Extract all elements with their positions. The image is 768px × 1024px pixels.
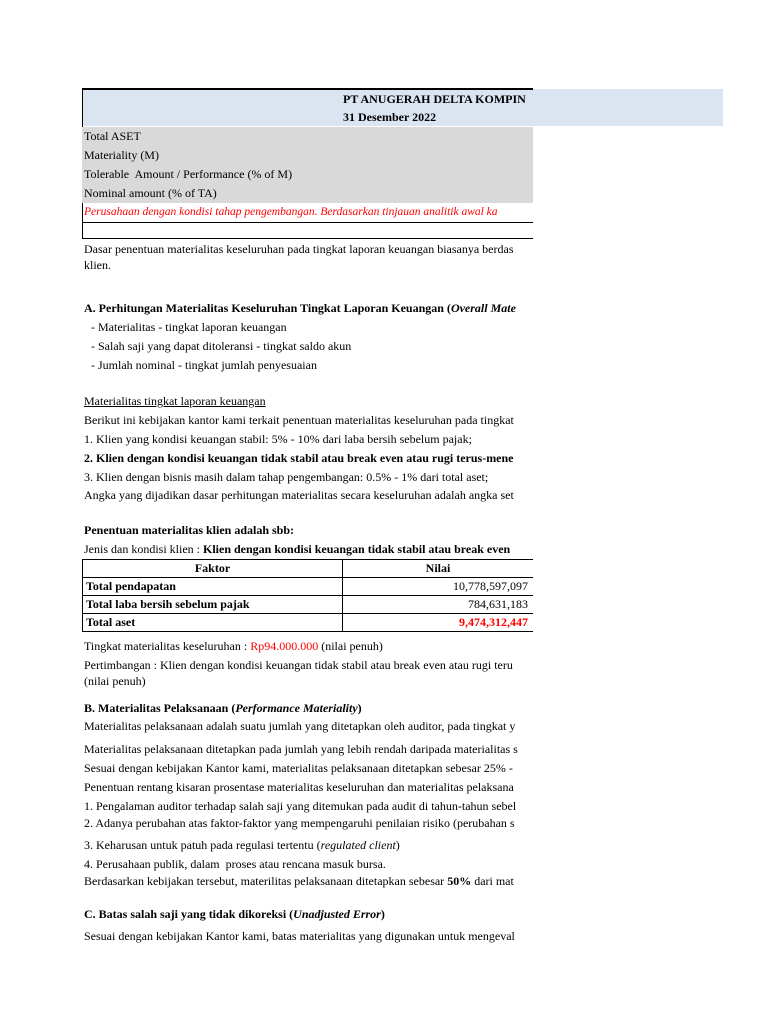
determination-heading: Penentuan materialitas klien adalah sbb:: [84, 523, 295, 537]
factor-table: [82, 559, 533, 632]
period-value: 31 Desember 2022: [343, 110, 437, 124]
period-row: [82, 108, 533, 126]
section-b-line: 1. Pengalaman auditor terhadap salah saji yang ditemukan pada audit di tahun-tahun sebel: [84, 799, 517, 813]
policy-item: 1. Klien yang kondisi keuangan stabil: 5% - 10% dari laba bersih sebelum pajak;: [84, 432, 472, 446]
development-stage-note: Perusahaan dengan kondisi tahap pengembangan. Berdasarkan tinjauan analitik awal ka: [84, 206, 498, 218]
table-cell-faktor: Total laba bersih sebelum pajak: [83, 596, 343, 614]
basis-text: Angka yang dijadikan dasar perhitungan materialitas secara keseluruhan adalah angka set: [84, 488, 514, 502]
section-b-line: 2. Adanya perubahan atas faktor-faktor yang mempengaruhi penilaian risiko (perubahan s: [84, 816, 515, 830]
section-b-conclusion: Berdasarkan kebijakan tersebut, materilitas pelaksanaan ditetapkan sebesar 50% dari mat: [84, 874, 514, 888]
materiality-subheading: Materialitas tingkat laporan keuangan: [84, 394, 266, 408]
client-name: PT ANUGERAH DELTA KOMPIN: [343, 92, 526, 106]
section-b-line: 3. Keharusan untuk patuh pada regulasi tertentu (regulated client): [84, 838, 400, 852]
section-b-line: Penentuan rentang kisaran prosentase materialitas keseluruhan dan materialitas pelaksana: [84, 780, 514, 794]
list-item: - Salah saji yang dapat ditoleransi - tingkat saldo akun: [91, 339, 352, 353]
consideration-text: (nilai penuh): [84, 674, 146, 688]
table-header-faktor: Faktor: [83, 560, 343, 578]
client-type-row: Jenis dan kondisi klien : Klien dengan kondisi keuangan tidak stabil atau break even: [84, 542, 511, 556]
table-cell-nilai: 10,778,597,097: [343, 578, 534, 596]
section-c-line: Sesuai dengan kebijakan Kantor kami, batas materialitas yang digunakan untuk mengeval: [84, 929, 515, 943]
consideration-text: Pertimbangan : Klien dengan kondisi keuangan tidak stabil atau break even atau rugi teru: [84, 658, 513, 672]
policy-item: 3. Klien dengan bisnis masih dalam tahap pengembangan: 0.5% - 1% dari total aset;: [84, 470, 489, 484]
table-cell-faktor: Total pendapatan: [83, 578, 343, 596]
tolerable-amount-row: Tolerable Amount / Performance (% of M): [82, 165, 533, 184]
total-aset-row: Total ASET: [82, 127, 533, 146]
intro-line: Dasar penentuan materialitas keseluruhan pada tingkat laporan keuangan biasanya berdas: [84, 242, 514, 256]
divider: [82, 222, 533, 223]
nominal-amount-row: Nominal amount (% of TA): [82, 184, 533, 203]
worksheet: [82, 0, 533, 1024]
materiality-row: Materiality (M): [82, 146, 533, 165]
overall-materiality-amount: Rp94.000.000: [250, 639, 319, 653]
section-c-title: C. Batas salah saji yang tidak dikoreksi (Unadjusted Error): [84, 907, 385, 921]
section-b-line: Materialitas pelaksanaan ditetapkan pada jumlah yang lebih rendah daripada materialitas s: [84, 742, 518, 756]
policy-item: 2. Klien dengan kondisi keuangan tidak stabil atau break even atau rugi terus-mene: [84, 451, 514, 465]
client-row: [82, 90, 533, 108]
list-item: - Jumlah nominal - tingkat jumlah penyesuaian: [91, 358, 317, 372]
section-a-title: A. Perhitungan Materialitas Keseluruhan Tingkat Laporan Keuangan (Overall Mate: [84, 301, 516, 315]
table-row: [83, 596, 534, 614]
section-b-title: B. Materialitas Pelaksanaan (Performance Materiality): [84, 701, 362, 715]
intro-line: klien.: [84, 258, 111, 272]
table-row: [83, 578, 534, 596]
table-cell-nilai: 784,631,183: [343, 596, 534, 614]
table-header-row: [83, 560, 534, 578]
section-b-line: Sesuai dengan kebijakan Kantor kami, materialitas pelaksanaan ditetapkan sebesar 25% -: [84, 761, 513, 775]
table-row: [83, 614, 534, 632]
section-b-line: Materialitas pelaksanaan adalah suatu jumlah yang ditetapkan oleh auditor, pada tingkat y: [84, 719, 516, 733]
table-header-nilai: Nilai: [343, 560, 534, 578]
section-b-line: 4. Perusahaan publik, dalam proses atau rencana masuk bursa.: [84, 857, 386, 871]
list-item: - Materialitas - tingkat laporan keuangan: [91, 320, 287, 334]
table-cell-faktor: Total aset: [83, 614, 343, 632]
table-cell-nilai: 9,474,312,447: [343, 614, 534, 632]
policy-intro: Berikut ini kebijakan kantor kami terkait penentuan materialitas keseluruhan pada tingkat: [84, 413, 514, 427]
overall-materiality-row: Tingkat materialitas keseluruhan : Rp94.000.000 (nilai penuh): [84, 639, 383, 653]
divider: [82, 238, 533, 239]
